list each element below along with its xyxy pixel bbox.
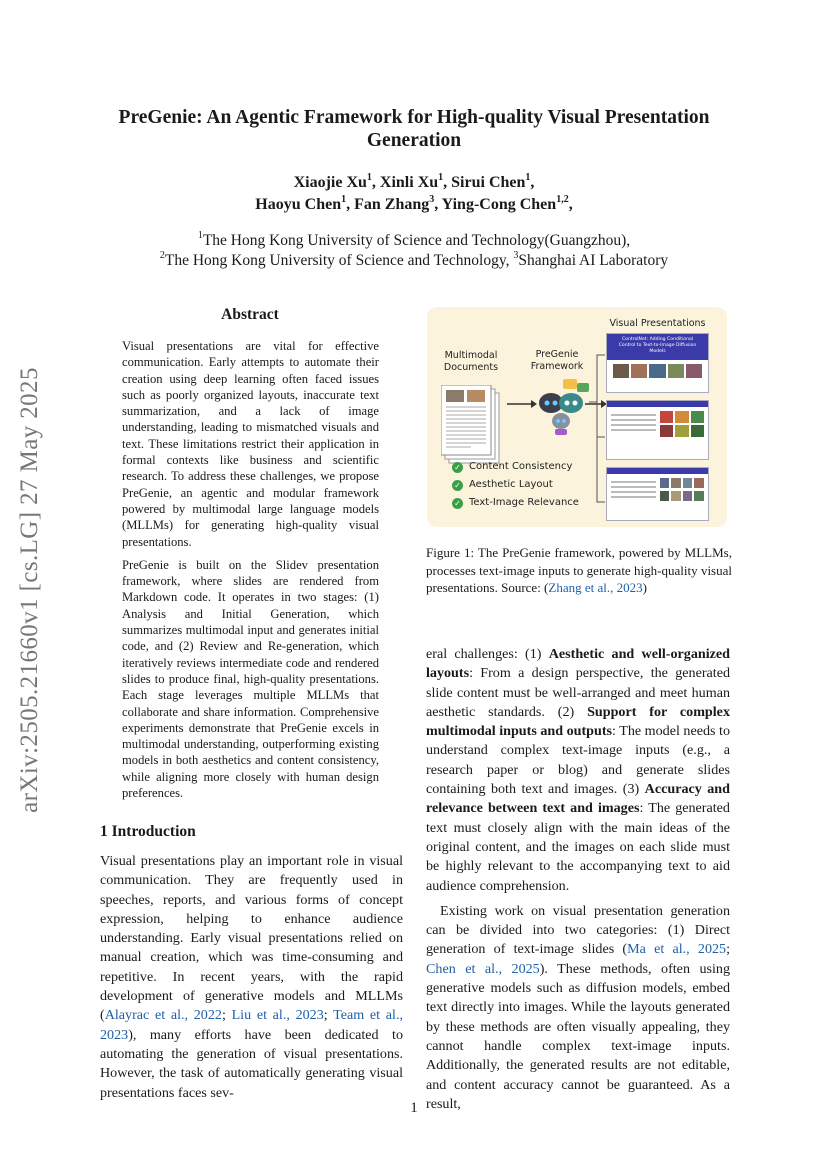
author: Ying-Cong Chen (441, 196, 557, 213)
abstract-heading: Abstract (221, 306, 279, 323)
author: Fan Zhang (354, 196, 430, 213)
author: Xiaojie Xu (293, 174, 367, 191)
citation-link[interactable]: Chen et al., 2025 (426, 960, 540, 977)
checkmark-icon: ✓ (452, 480, 463, 491)
abstract-paragraph-2: PreGenie is built on the Slidev presentation framework, where slides are rendered from Markdown code. It operates in two stages: (1) Analysis and Initial Generation, which summarizes multimodal input and generates initial code, and (2) Review and Re-generation, which iteratively reviews intermediate code and rendered slides to produce final, high-quality presentations. Each stage leverages multiple MLLMs that collaborate and share information. Comprehensive experiments demonstrate that PreGenie excels in multimodal understanding, outperforming existing models in both aesthetics and content consistency, while aligning more closely with human design preferences. (122, 557, 379, 801)
checkmark-icon: ✓ (452, 498, 463, 509)
right-column-text (426, 645, 730, 1114)
check-item: ✓ Text-Image Relevance (452, 497, 579, 509)
check-item: ✓ Content Consistency (452, 461, 572, 473)
abstract-paragraph-1: Visual presentations are vital for effective communication. Early attempts to automate their creation using deep learning often faced issues such as poorly organized layouts, inaccurate text summarization, and a lack of image understanding, leading to mismatched visuals and text. These limitations restrict their application in formal contexts like business and scientific research. To address these challenges, we propose PreGenie, an agentic and modular framework powered by multimodal large language models (MLLMs) for generating high-quality visual presentations. (122, 339, 379, 549)
section-heading-introduction: 1 Introduction (100, 823, 196, 840)
connector-lines (587, 347, 607, 511)
document-stack-icon (441, 385, 501, 465)
affiliations: $^1$The Hong Kong University of Science and Technology(Guangzhou), $^2$The Hong Kong University of Science and Technology, $^3$Shanghai AI Laboratory (159, 230, 669, 269)
author: Xinli Xu (379, 174, 439, 191)
arxiv-id-text: arXiv:2505.21660v1 [cs.LG] 27 May 2025 (16, 367, 43, 813)
figure-1 (427, 307, 727, 527)
slide-title: ControlNet: Adding Conditional Control to Text-to-Image Diffusion Models (607, 334, 708, 360)
existing-work-paragraph: Existing work on visual presentation generation can be divided into two categories: (1) Direct generation of text-image slides (Ma et al., 2025; Chen et al., 2025). These methods, often using generative models such as diffusion models, embed text directly into images. While the layouts generated by these methods are often visually appealing, they cannot handle complex text-image inputs. Additionally, the generated results are not editable, and content accuracy cannot be guaranteed. As a result, (426, 902, 731, 1112)
checkmark-icon: ✓ (452, 462, 463, 473)
author: Haoyu Chen (255, 196, 342, 213)
figure-caption: Figure 1: The PreGenie framework, powered by MLLMs, processes text-image inputs to generate high-quality visual presentations. Source: (Zhang et al., 2023) (426, 545, 732, 595)
multimodal-documents-label: Multimodal Documents (443, 350, 499, 373)
pregenie-framework-label: PreGenie Framework (530, 349, 584, 372)
robot-agents-icon (533, 379, 591, 443)
citation-link[interactable]: Team et al., 2023 (100, 1007, 404, 1043)
slide-thumbnail-title (606, 333, 709, 393)
challenges-paragraph: eral challenges: (1) Aesthetic and well-organized layouts: From a design perspective, the generated slide content must be well-arranged and meet human aesthetic standards. (2) Support for complex multimodal inputs and outputs: The model needs to understand complex text-image inputs (e.g., a research paper or blog) and generate slides containing both text and images. (3) Accuracy and relevance between text and images: The generated text must closely align with the main ideas of the original content, and the images on each slide must be highly relevant to the accompanying text to aid audience comprehension. (426, 646, 731, 894)
abstract-text (122, 338, 379, 801)
author: Sirui Chen (451, 174, 526, 191)
slide-thumbnail-results (606, 467, 709, 521)
citation-link[interactable]: Zhang et al., 2023 (548, 580, 643, 595)
citation-link[interactable]: Ma et al., 2025 (627, 941, 727, 958)
check-item: ✓ Aesthetic Layout (452, 479, 553, 491)
introduction-text (100, 852, 403, 1103)
citation-link[interactable]: Alayrac et al., 2022 (104, 1007, 222, 1024)
author-list: Xiaojie Xu$^1$, Xinli Xu$^1$, Sirui Chen$^1$, Haoyu Chen$^1$, Fan Zhang$^3$, Ying-Cong Chen$^{1,2}$, (255, 172, 573, 213)
slide-thumbnail-method (606, 400, 709, 460)
arxiv-identifier (0, 340, 60, 840)
page-number: 1 (410, 1100, 418, 1116)
citation-link[interactable]: Liu et al., 2023 (231, 1007, 324, 1024)
visual-presentations-label: Visual Presentations (609, 318, 706, 329)
intro-paragraph-1: Visual presentations play an important role in visual communication. They are frequently used in speeches, reports, and various forms of concept expression, helping to enhance audience understanding. Early visual presentations relied on manual creation, which was time-consuming and repetitive. In recent years, with the rapid development of generative models and MLLMs (Alayrac et al., 2022; Liu et al., 2023; Team et al., 2023), many efforts have been dedicated to automating the generation of visual presentations. However, the task of automatically generating visual presentations faces sev- (100, 853, 404, 1101)
paper-title: PreGenie: An Agentic Framework for High-quality Visual Presentation Generation (118, 107, 710, 151)
affiliation: The Hong Kong University of Science and Technology, (164, 252, 510, 269)
affiliation: The Hong Kong University of Science and Technology(Guangzhou), (202, 232, 631, 249)
affiliation: Shanghai AI Laboratory (518, 252, 669, 269)
